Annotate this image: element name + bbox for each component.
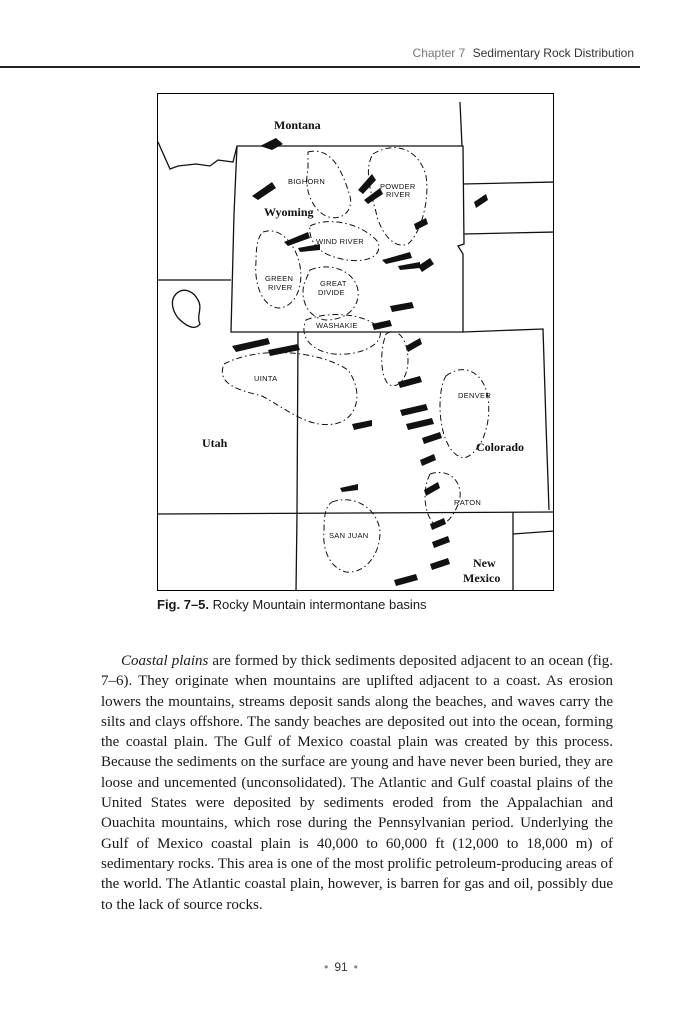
page-number: 91 [334, 960, 348, 974]
mountain-mark [390, 302, 414, 312]
mountain-mark [394, 574, 418, 586]
mountain-mark [284, 232, 310, 246]
mountain-mark [352, 420, 372, 430]
montana-dakota-border [460, 102, 462, 146]
folio-bullet-left: • [324, 960, 329, 974]
state-label-utah: Utah [202, 436, 228, 450]
basin-label-powder-river: RIVER [386, 190, 411, 199]
figure-caption-text: Rocky Mountain intermontane basins [212, 597, 427, 612]
state-label-mexico: Mexico [463, 571, 501, 585]
lead-term: Coastal plains [121, 653, 209, 669]
mountain-mark [252, 182, 276, 200]
mountain-mark [268, 344, 300, 356]
state-label-wyoming: Wyoming [264, 205, 314, 219]
mountain-mark [420, 454, 436, 466]
paragraph-text: are formed by thick sediments deposited adjacent to an ocean (fig. 7–6). They originate when mountains are uplifted adjacent to a coast. As erosion lowers the mountains, streams deposit sands along the beaches, and waves carry the silts and clays offshore. The sandy beaches are deposited out into the ocean, forming the coastal plain. The Gulf of Mexico coastal plain was created by this process. Because the sediments on the surface are young and have never been buried, they are loose and uncemented (unconsolidated). The Atlantic and Gulf coastal plains of the United States were deposited by sediments eroded from the Appalachian and Ouachita mountains, which rose during the Pennsylvanian period. Underlying the Gulf of Mexico coastal plain is 40,000 to 60,000 ft (12,000 to 18,000 m) of sedimentary rocks. This area is one of the most prolific petroleum-producing areas of the world. The Atlantic coastal plain, however, is barren for gas and oil, possibly due to the lack of source rocks. [101, 653, 613, 913]
page-footer [0, 960, 682, 974]
mountain-mark [414, 218, 428, 230]
mountain-mark [358, 174, 376, 194]
basin-label-green: GREEN [265, 274, 294, 283]
basin-label-uinta: UINTA [254, 374, 278, 383]
state-label-new: New [473, 556, 496, 570]
state-label-colorado: Colorado [476, 440, 524, 454]
running-head-title: Sedimentary Rock Distribution [472, 46, 634, 60]
mountain-mark [418, 258, 434, 272]
park-basin [382, 332, 408, 386]
texas-border [513, 531, 554, 534]
running-head-chapter: Chapter 7 [412, 46, 466, 60]
running-head [413, 46, 634, 60]
figure-caption [157, 597, 427, 612]
basin-label-raton: RATON [454, 498, 482, 507]
mountain-mark [398, 376, 422, 388]
great-salt-lake [172, 290, 200, 327]
state-boundaries [158, 102, 554, 591]
figure-caption-label: Fig. 7–5. [157, 597, 210, 612]
mountain-mark [260, 138, 283, 150]
header-rule [0, 66, 640, 68]
four-corners-line [158, 512, 554, 514]
folio-bullet-right: • [353, 960, 358, 974]
mountain-mark [372, 320, 392, 330]
state-label-montana: Montana [274, 118, 321, 132]
basin-label-wind-river: WIND RIVER [316, 237, 364, 246]
mountain-mark [474, 194, 488, 208]
body-text [101, 651, 613, 915]
mountain-mark [340, 484, 358, 492]
basin-label-san-juan: SAN JUAN [329, 531, 369, 540]
colorado-east-border [463, 329, 549, 510]
basin-label-great: GREAT [320, 279, 347, 288]
mountain-mark [400, 404, 428, 416]
body-paragraph [101, 651, 613, 915]
basin-outlines [222, 148, 488, 573]
basin-label-green-river: RIVER [268, 283, 293, 292]
basin-map [158, 94, 554, 591]
basin-label-washakie: WASHAKIE [316, 321, 358, 330]
mountain-mark [424, 482, 440, 496]
dakota-border [463, 182, 554, 184]
mountain-mark [232, 338, 270, 352]
basin-label-powder: POWDER [380, 182, 416, 191]
mountain-mark [406, 418, 434, 430]
basin-label-denver: DENVER [458, 391, 492, 400]
mountain-mark [430, 558, 450, 570]
mountain-mark [398, 262, 420, 270]
uinta-basin [222, 353, 357, 425]
basin-label-bighorn: BIGHORN [288, 177, 326, 186]
basin-map-figure [157, 93, 554, 591]
mountain-mark [422, 432, 442, 444]
basin-label-great-divide: DIVIDE [318, 288, 345, 297]
mountain-mark [406, 338, 422, 352]
mountain-mark [382, 252, 412, 264]
nebraska-border [464, 232, 554, 234]
mountain-mark [430, 518, 446, 530]
mountain-mark [432, 536, 450, 548]
utah-colorado-border [296, 332, 298, 591]
